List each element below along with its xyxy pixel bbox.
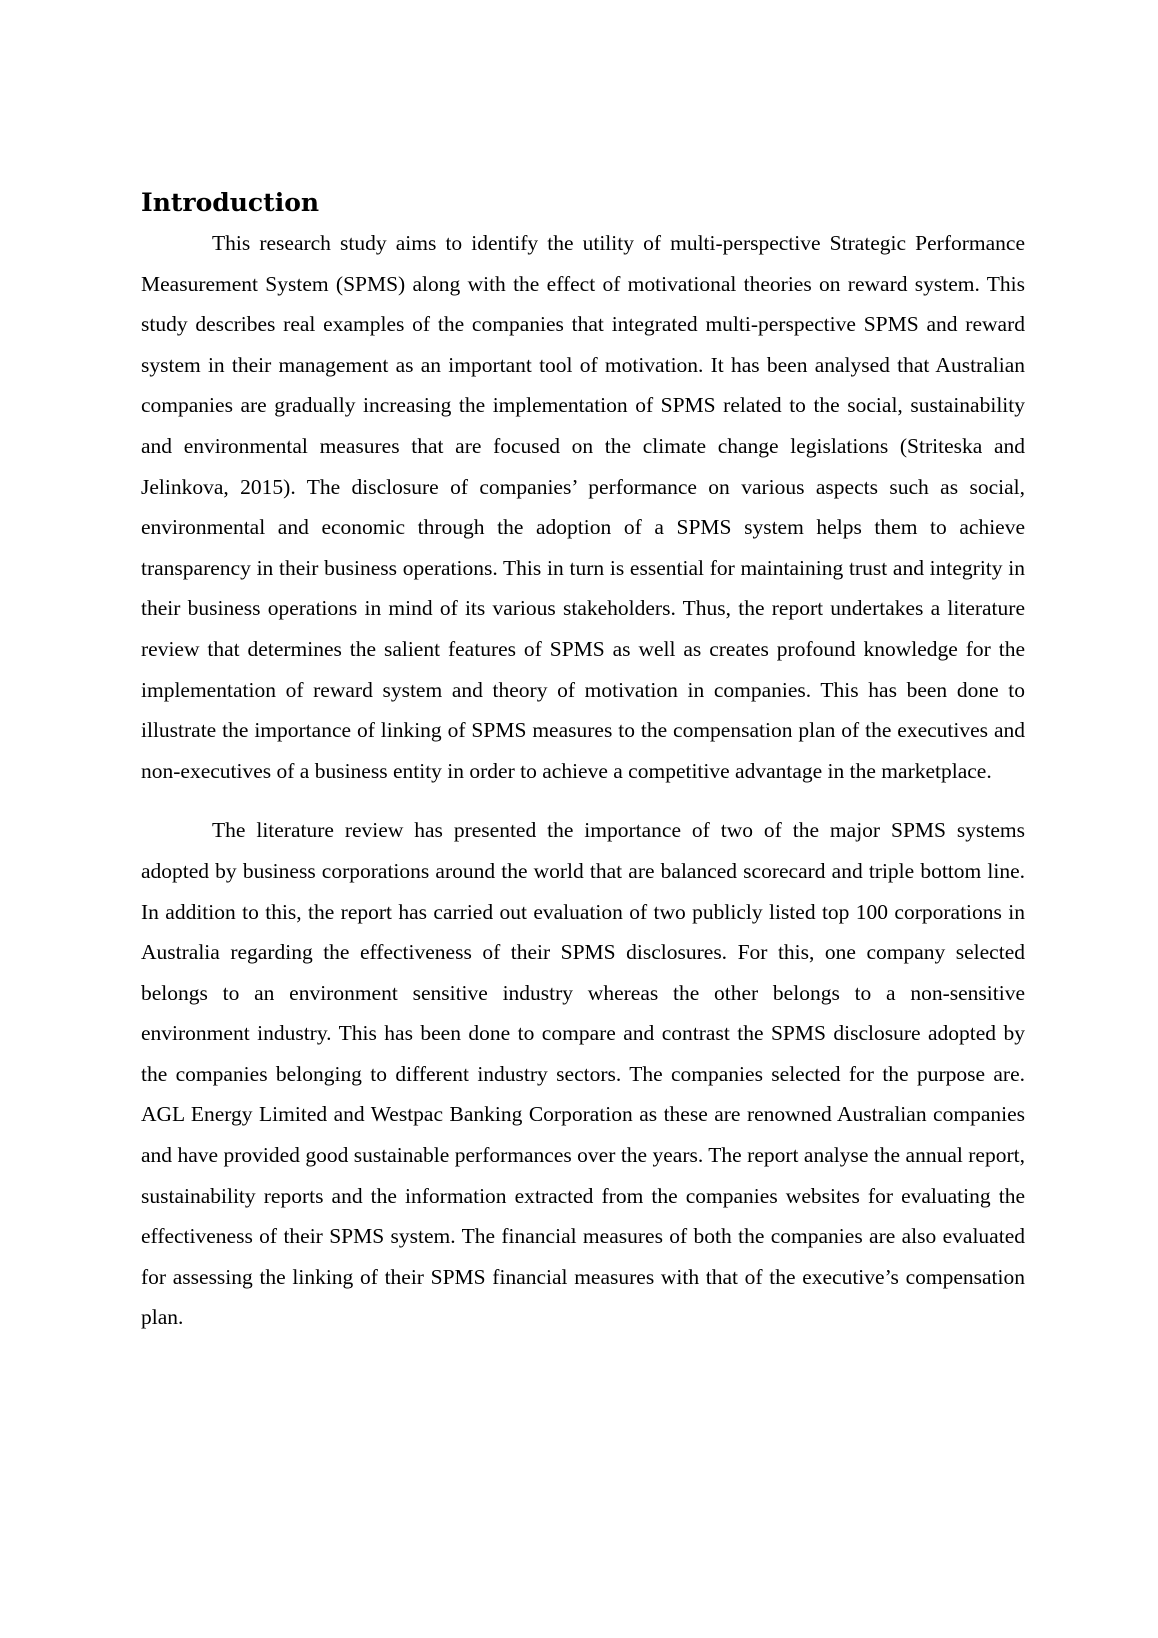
paragraph-1: This research study aims to identify the utility of multi-perspective Strategic Performance Measurement System (SPMS) along with the effect of motivational theories on reward system. This study describes real examples of the companies that integrated multi-perspective SPMS and reward system in their management as an important tool of motivation. It has been analysed that Australian companies are gradually increasing the implementation of SPMS related to the social, sustainability and environmental measures that are focused on the climate change legislations (Striteska and Jelinkova, 2015). The disclosure of companies’ performance on various aspects such as social, environmental and economic through the adoption of a SPMS system helps them to achieve transparency in their business operations. This in turn is essential for maintaining trust and integrity in their business operations in mind of its various stakeholders. Thus, the report undertakes a literature review that determines the salient features of SPMS as well as creates profound knowledge for the implementation of reward system and theory of motivation in companies. This has been done to illustrate the importance of linking of SPMS measures to the compensation plan of the executives and non-executives of a business entity in order to achieve a competitive advantage in the marketplace.	[141, 231, 1025, 783]
section-heading: Introduction	[141, 188, 320, 217]
document-body	[141, 185, 1025, 1338]
paragraph-2: The literature review has presented the importance of two of the major SPMS systems adopted by business corporations around the world that are balanced scorecard and triple bottom line. In addition to this, the report has carried out evaluation of two publicly listed top 100 corporations in Australia regarding the effectiveness of their SPMS disclosures. For this, one company selected belongs to an environment sensitive industry whereas the other belongs to a non-sensitive environment industry. This has been done to compare and contrast the SPMS disclosure adopted by the companies belonging to different industry sectors. The companies selected for the purpose are. AGL Energy Limited and Westpac Banking Corporation as these are renowned Australian companies and have provided good sustainable performances over the years. The report analyse the annual report, sustainability reports and the information extracted from the companies websites for evaluating the effectiveness of their SPMS system. The financial measures of both the companies are also evaluated for assessing the linking of their SPMS financial measures with that of the executive’s compensation plan.	[141, 818, 1025, 1330]
